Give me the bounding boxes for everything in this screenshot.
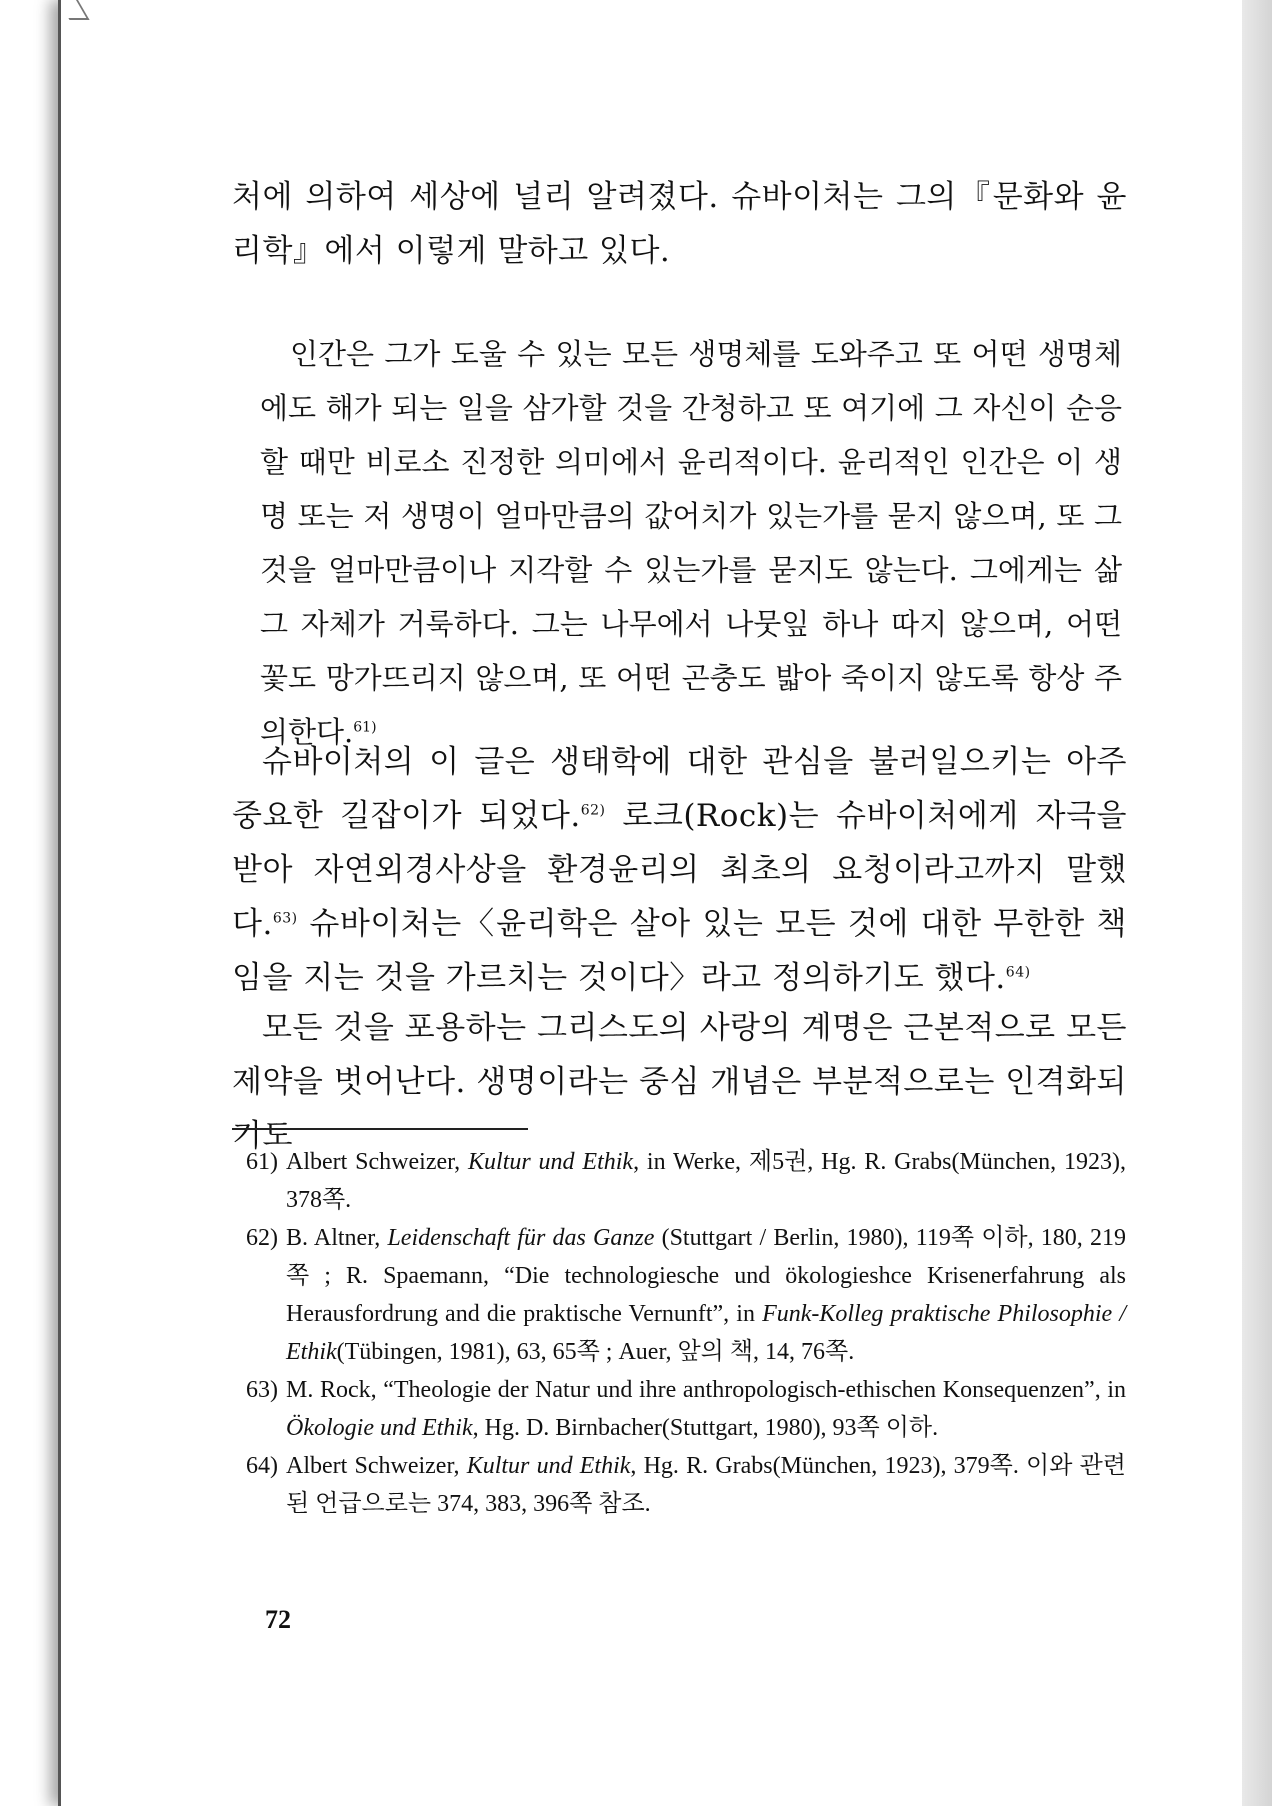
- footnote-text: , in Werke, 제5권, Hg. R. Grabs(München, 1923), 378쪽.: [286, 1149, 1126, 1213]
- footnote-number: 63): [246, 1377, 278, 1403]
- footnote-divider: [232, 1128, 528, 1130]
- page-number: 72: [265, 1605, 291, 1634]
- paragraph-2-part1: 슈바이처의 이 글은 생태학에 대한 관심을 불러일으키는 아주 중요한 길잡이가 되었다.: [232, 744, 1127, 834]
- paragraph-2-part2: 로크(Rock)는 슈바이처에게 자극을 받아 자연외경사상을 환경윤리의 최초의 요청이라고까지 말했다.: [232, 798, 1127, 942]
- footnote-title: Kultur und Ethik: [466, 1453, 631, 1479]
- page-edge-strip: [1242, 0, 1272, 1806]
- footnote-body: [286, 1219, 1126, 1371]
- footnote-62: [246, 1219, 1126, 1371]
- footnote-text: (Stuttgart / Berlin, 1980), 119쪽 이하, 180, 219쪽 ; R. Spaemann, “Die technologiesche und ökologieshce Krisenerfahrung als Herausfordrung and die praktische Vernunft”, in: [286, 1225, 1126, 1327]
- footnote-body: [286, 1143, 1126, 1219]
- block-quote: [260, 327, 1122, 759]
- footnote-text: , Hg. D. Birnbacher(Stuttgart, 1980), 93쪽 이하.: [472, 1415, 939, 1441]
- footnote-title: Funk-Kolleg praktische Philosophie / Ethik: [286, 1301, 1126, 1365]
- footnote-number: 61): [246, 1149, 278, 1175]
- footnote-text: (Tübingen, 1981), 63, 65쪽 ; Auer, 앞의 책, 14, 76쪽.: [336, 1339, 855, 1365]
- paragraph-2: [232, 735, 1127, 1005]
- footnote-text: M. Rock, “Theologie der Natur und ihre anthropologisch-ethischen Konsequenzen”, in: [286, 1377, 1126, 1403]
- paragraph-1-text: 처에 의하여 세상에 널리 알려졌다. 슈바이처는 그의『문화와 윤리학』에서 이렇게 말하고 있다.: [232, 179, 1127, 269]
- footnote-body: [286, 1371, 1126, 1447]
- paragraph-3-text: 모든 것을 포용하는 그리스도의 사랑의 계명은 근본적으로 모든 제약을 벗어난다. 생명이라는 중심 개념은 부분적으로는 인격화되기도: [232, 1010, 1127, 1154]
- paragraph-2-part3: 슈바이처는〈윤리학은 살아 있는 모든 것에 대한 무한한 책임을 지는 것을 가르치는 것이다〉라고 정의하기도 했다.: [232, 906, 1127, 996]
- block-quote-body: [260, 327, 1122, 759]
- footnote-title: Ökologie und Ethik: [286, 1415, 473, 1441]
- footnote-title: Leidenschaft für das Ganze: [387, 1225, 655, 1251]
- footnote-text: Albert Schweizer,: [286, 1453, 467, 1479]
- footnote-ref-64[interactable]: 64): [1005, 964, 1031, 981]
- footnote-body: [286, 1447, 1126, 1523]
- footnote-number: 62): [246, 1225, 278, 1251]
- footnotes: [246, 1143, 1126, 1523]
- paragraph-3: [232, 1001, 1127, 1163]
- footnote-61: [246, 1143, 1126, 1219]
- footnote-ref-63[interactable]: 63): [272, 910, 298, 927]
- footnote-63: [246, 1371, 1126, 1447]
- footnote-text: Albert Schweizer,: [286, 1149, 469, 1175]
- footnote-text: B. Altner,: [286, 1225, 388, 1251]
- footnote-text: , Hg. R. Grabs(München, 1923), 379쪽. 이와 관련된 언급으로는 374, 383, 396쪽 참조.: [286, 1453, 1126, 1517]
- footnote-number: 64): [246, 1453, 278, 1479]
- footnote-64: [246, 1447, 1126, 1523]
- paragraph-1: [232, 170, 1127, 278]
- block-quote-text: 인간은 그가 도울 수 있는 모든 생명체를 도와주고 또 어떤 생명체에도 해가 되는 일을 삼가할 것을 간청하고 또 여기에 그 자신이 순응할 때만 비로소 진정한 의미에서 윤리적이다. 윤리적인 인간은 이 생명 또는 저 생명이 얼마만큼의 값어치가 있는가를 묻지 않으며, 또 그것을 얼마만큼이나 지각할 수 있는가를 묻지도 않는다. 그에게는 삶 그 자체가 거룩하다. 그는 나무에서 나뭇잎 하나 따지 않으며, 어떤 꽃도 망가뜨리지 않으며, 또 어떤 곤충도 밟아 죽이지 않도록 항상 주의한다.: [260, 337, 1122, 749]
- footnote-ref-61[interactable]: 61): [353, 719, 377, 736]
- footnote-ref-62[interactable]: 62): [580, 802, 606, 819]
- footnote-title: Kultur und Ethik: [468, 1149, 634, 1175]
